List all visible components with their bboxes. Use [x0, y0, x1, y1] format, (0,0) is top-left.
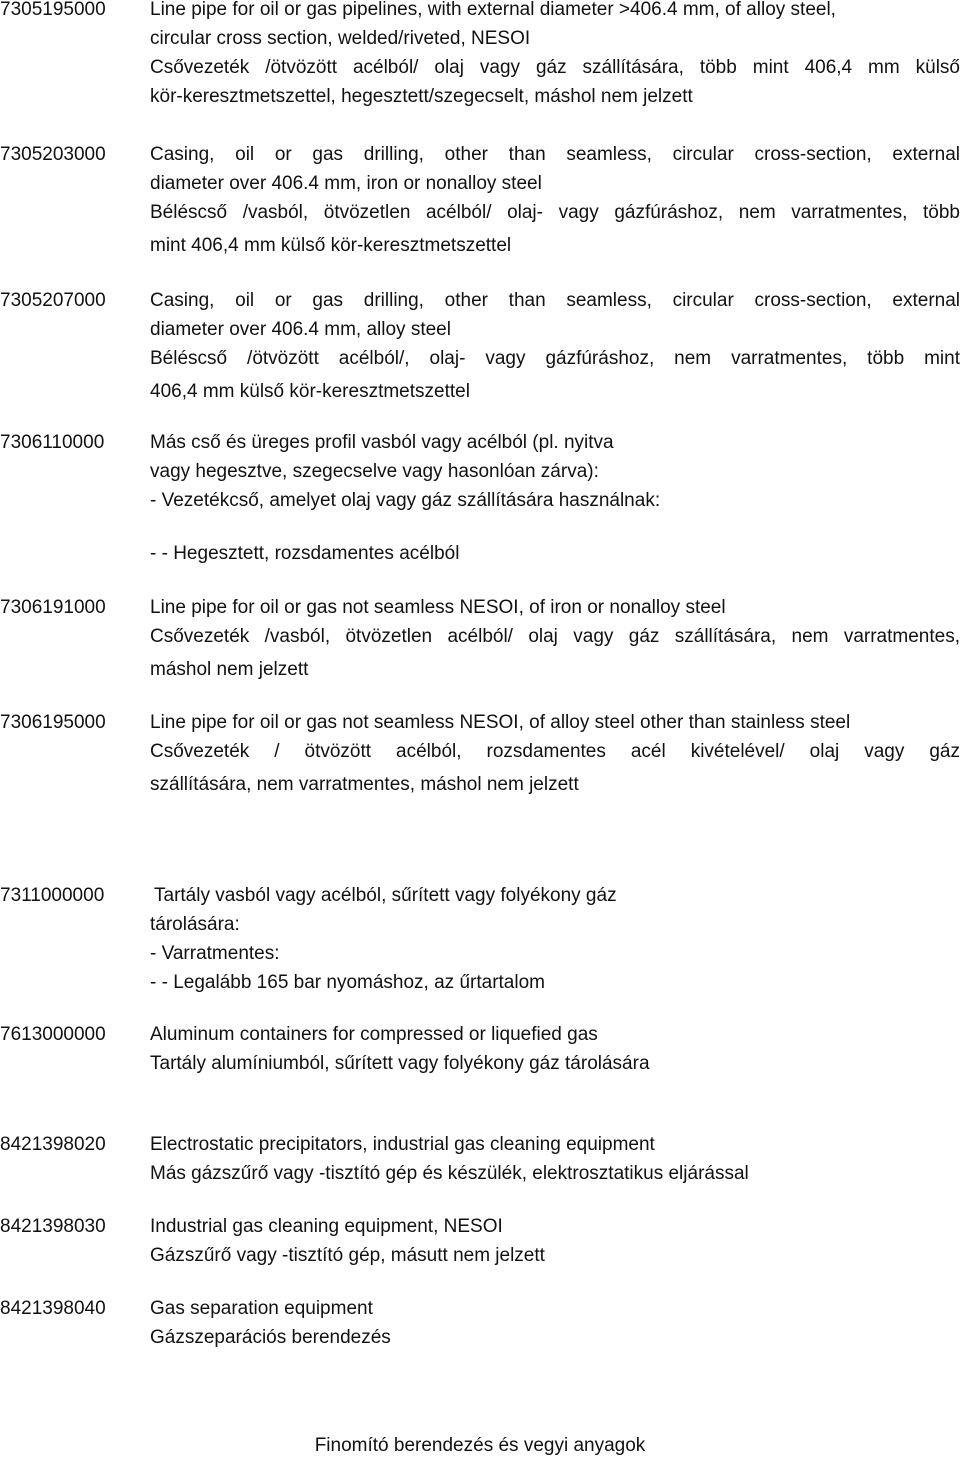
description-line: Béléscső /ötvözött acélból/, olaj- vagy gázfúráshoz, nem varratmentes, több mint — [150, 348, 960, 369]
entry-code: 7613000000 — [0, 1024, 106, 1045]
description-line: Gázszeparációs berendezés — [150, 1327, 391, 1348]
description-line: Tartály vasból vagy acélból, sűrített vagy folyékony gáz — [154, 885, 617, 906]
page-footer: Finomító berendezés és vegyi anyagok — [314, 1435, 646, 1456]
description-line: Industrial gas cleaning equipment, NESOI — [150, 1216, 503, 1237]
entry-description — [150, 140, 960, 264]
description-line: diameter over 406.4 mm, iron or nonalloy steel — [150, 173, 542, 194]
description-line: diameter over 406.4 mm, alloy steel — [150, 319, 451, 340]
entry-code: 7306110000 — [0, 432, 105, 453]
entry-description — [150, 428, 960, 568]
description-line: Gas separation equipment — [150, 1298, 373, 1319]
entry-description — [150, 1212, 960, 1270]
description-line: Casing, oil or gas drilling, other than seamless, circular cross-section, external — [150, 290, 960, 311]
entry-code: 7305203000 — [0, 144, 106, 165]
description-line: Electrostatic precipitators, industrial gas cleaning equipment — [150, 1134, 655, 1155]
description-line: Más cső és üreges profil vasból vagy acélból (pl. nyitva — [150, 432, 614, 453]
description-line: 406,4 mm külső kör-keresztmetszettel — [150, 381, 470, 402]
description-line: kör-keresztmetszettel, hegesztett/szegecselt, máshol nem jelzett — [150, 86, 693, 107]
entry-description — [150, 708, 960, 803]
entry-description — [150, 593, 960, 688]
description-line: - - Legalább 165 bar nyomáshoz, az űrtartalom — [150, 972, 545, 993]
entry-description — [150, 0, 960, 111]
entry-code: 7305207000 — [0, 290, 106, 311]
description-line: Béléscső /vasból, ötvözetlen acélból/ olaj- vagy gázfúráshoz, nem varratmentes, több — [150, 202, 960, 223]
entry-description — [150, 1130, 960, 1188]
description-line: circular cross section, welded/riveted, NESOI — [150, 28, 531, 49]
description-line: Aluminum containers for compressed or liquefied gas — [150, 1024, 598, 1045]
description-line: mint 406,4 mm külső kör-keresztmetszettel — [150, 235, 512, 256]
description-line: Csővezeték /ötvözött acélból/ olaj vagy gáz szállítására, több mint 406,4 mm külső — [150, 57, 960, 78]
description-line: Line pipe for oil or gas pipelines, with external diameter >406.4 mm, of alloy steel, — [150, 0, 836, 20]
description-line: szállítására, nem varratmentes, máshol nem jelzett — [150, 774, 579, 795]
description-line: - Vezetékcső, amelyet olaj vagy gáz szállítására használnak: — [150, 490, 661, 511]
description-line: - Varratmentes: — [150, 943, 280, 964]
entry-description — [150, 1294, 960, 1352]
description-line: Csővezeték /vasból, ötvözetlen acélból/ olaj vagy gáz szállítására, nem varratmentes, — [150, 626, 960, 647]
description-line: Gázszűrő vagy -tisztító gép, másutt nem jelzett — [150, 1245, 545, 1266]
entry-code: 7306191000 — [0, 597, 106, 618]
entry-description — [150, 286, 960, 410]
description-line: Line pipe for oil or gas not seamless NESOI, of iron or nonalloy steel — [150, 597, 726, 618]
description-line: Line pipe for oil or gas not seamless NESOI, of alloy steel other than stainless steel — [150, 712, 851, 733]
description-line: vagy hegesztve, szegecselve vagy hasonlóan zárva): — [150, 461, 599, 482]
entry-code: 7305195000 — [0, 0, 106, 20]
entry-code: 8421398030 — [0, 1216, 106, 1237]
description-line: Tartály alumíniumból, sűrített vagy folyékony gáz tárolására — [150, 1053, 650, 1074]
description-line: máshol nem jelzett — [150, 659, 309, 680]
entry-code: 8421398020 — [0, 1134, 106, 1155]
entry-code: 7306195000 — [0, 712, 106, 733]
description-line: - - Hegesztett, rozsdamentes acélból — [150, 543, 460, 564]
description-line: tárolására: — [150, 914, 240, 935]
entry-code: 7311000000 — [0, 885, 105, 906]
description-line: Más gázszűrő vagy -tisztító gép és készülék, elektrosztatikus eljárással — [150, 1163, 749, 1184]
description-line: Csővezeték / ötvözött acélból, rozsdamentes acél kivételével/ olaj vagy gáz — [150, 741, 960, 762]
description-line: Casing, oil or gas drilling, other than seamless, circular cross-section, external — [150, 144, 960, 165]
entry-description — [150, 1020, 960, 1078]
entry-code: 8421398040 — [0, 1298, 106, 1319]
entry-description — [150, 881, 960, 997]
